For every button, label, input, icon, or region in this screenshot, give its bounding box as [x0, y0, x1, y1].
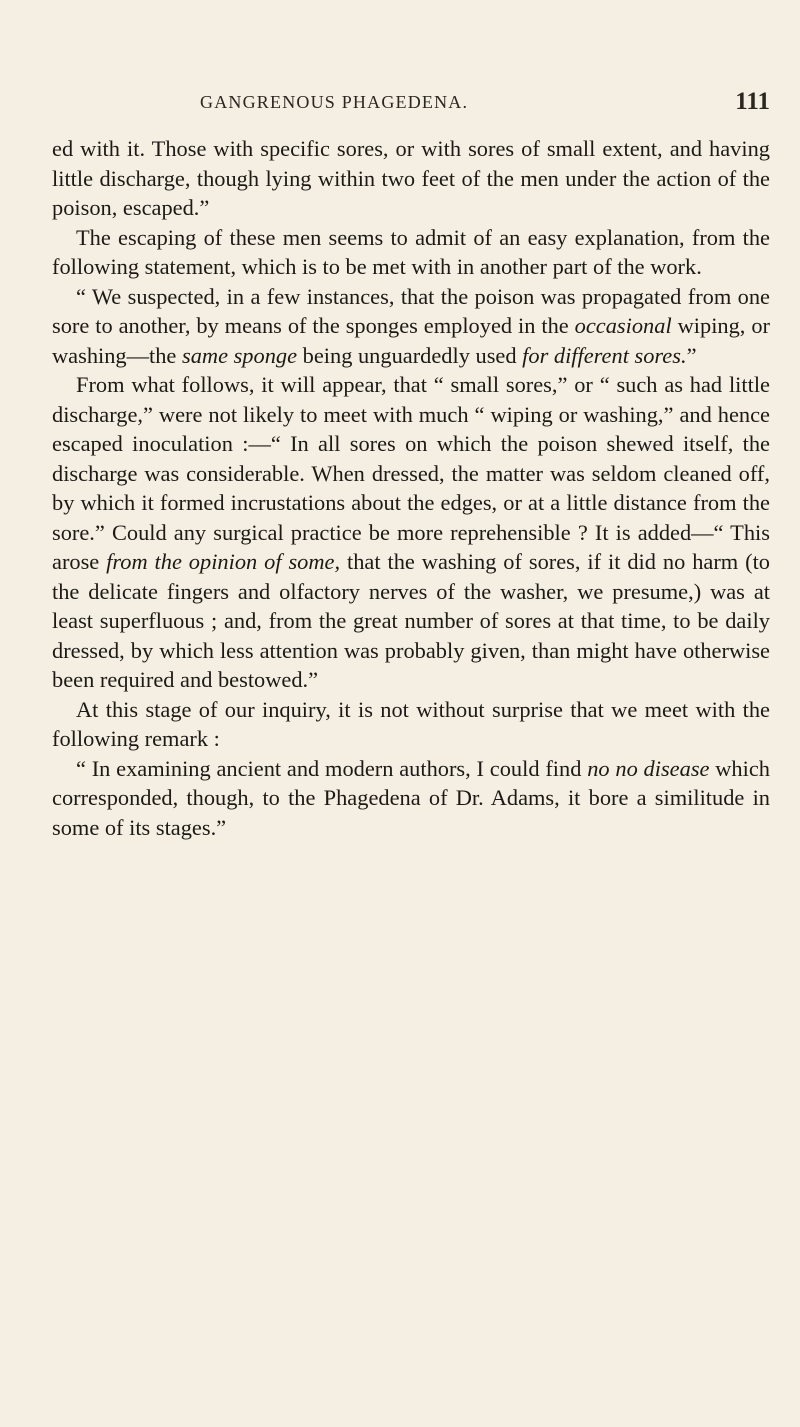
- paragraph-5: [52, 695, 770, 754]
- running-title: GANGRENOUS PHAGEDENA.: [200, 92, 469, 112]
- text-run: “ We suspected, in a few instances, that the poison was propagated from one sore to another, by means of the sponges employed in the: [52, 283, 770, 338]
- text-run: From what follows, it will appear, that “ small sores,” or “ such as had little discharge,” were not likely to meet with much “ wiping or washing,” and hence escaped inoculation :—“ In all sores on which the poison shewed itself, the discharge was considerable. When dressed, the matter was seldom cleaned off, by which it formed incrustations about the edges, or at a little distance from the sore.” Could any surgical practice be more reprehensible ? It is added—“ This arose: [52, 372, 770, 574]
- text-run: wiping, or washing—the: [52, 313, 770, 368]
- page-number: 111: [735, 88, 770, 115]
- body-text: [52, 134, 770, 842]
- text-run: which corresponded, though, to the Phagedena of Dr. Adams, it bore a similitude in some of its stages.”: [52, 755, 770, 840]
- paragraph-3-quote: [52, 282, 770, 371]
- page-header: [44, 88, 770, 118]
- text-run: ”: [686, 342, 697, 368]
- text-run: “ In examining ancient and modern authors, I could find: [76, 755, 588, 781]
- paragraph-2-text: The escaping of these men seems to admit of an easy explanation, from the following statement, which is to be met with in another part of the work.: [52, 224, 770, 279]
- paragraph-1: [52, 134, 770, 223]
- italic-run: for different sores.: [522, 342, 687, 368]
- paragraph-6-quote: [52, 754, 770, 843]
- text-run: that the washing of sores, if it did no harm (to the delicate fingers and olfactory nerves of the washer, we presume,) was at least superfluous ; and, from the great number of sores at that time, to be daily dressed, by which less attention was probably given, than might have otherwise been required and bestowed.”: [52, 549, 770, 692]
- paragraph-5-text: At this stage of our inquiry, it is not without surprise that we meet with the following remark :: [52, 696, 770, 751]
- italic-run: from the opinion of some,: [106, 549, 341, 574]
- text-run: being unguardedly used: [297, 342, 523, 368]
- italic-run: occasional: [574, 313, 672, 338]
- italic-run: no no disease: [587, 755, 710, 781]
- paragraph-2: [52, 223, 770, 282]
- paragraph-4: [52, 370, 770, 695]
- italic-run: same sponge: [181, 342, 298, 368]
- paragraph-1-text: ed with it. Those with specific sores, or with sores of small extent, and having little discharge, though lying within two feet of the men under the action of the poison, escaped.”: [52, 136, 770, 220]
